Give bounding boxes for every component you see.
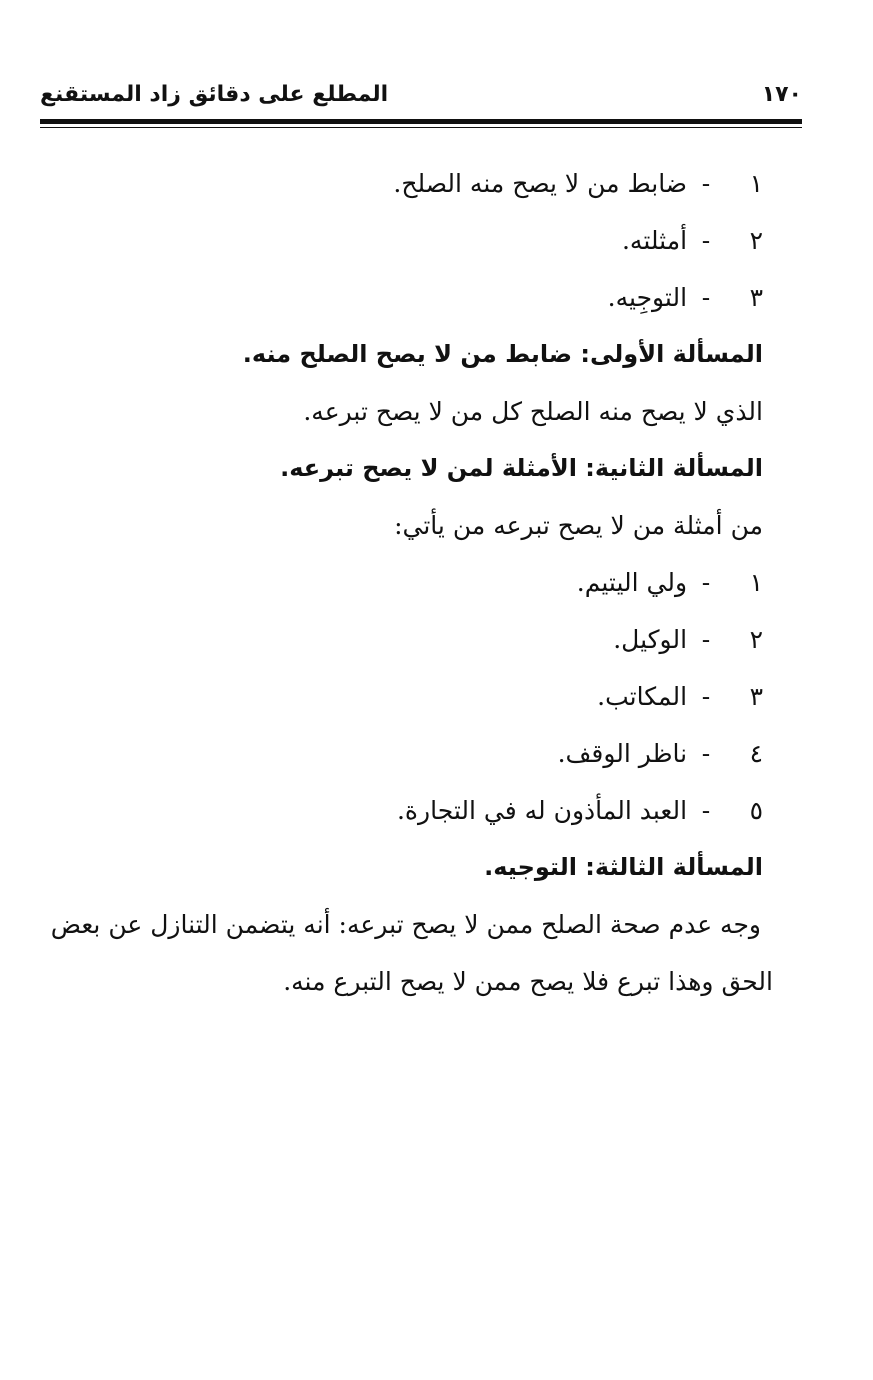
list-item <box>40 155 763 212</box>
list-item <box>40 668 763 725</box>
list-item-number: ٢ <box>749 226 763 255</box>
list-item-dash: - <box>701 169 711 198</box>
list-item <box>40 212 763 269</box>
list-item-text: الوكيل. <box>613 625 688 654</box>
list-item-text: التوجِيه. <box>607 283 688 312</box>
list-item-dash: - <box>701 625 711 654</box>
list-item <box>40 782 763 839</box>
section-text-1: الذي لا يصح منه الصلح كل من لا يصح تبرعه. <box>303 397 763 426</box>
list-item <box>40 611 763 668</box>
list-item-number: ٥ <box>749 796 763 825</box>
list-item-dash: - <box>701 283 711 312</box>
header-rule-thin <box>40 127 802 128</box>
page-body <box>40 155 773 1010</box>
list-item-number: ١ <box>749 568 763 597</box>
list-item-dash: - <box>701 568 711 597</box>
list-item-number: ٣ <box>749 283 763 312</box>
paragraph-line-1 <box>40 896 773 953</box>
page-number: ١٧٠ <box>761 82 802 107</box>
list-item-text: ولي اليتيم. <box>576 568 688 597</box>
header-rule-thick <box>40 119 802 124</box>
book-title: المطلع على دقائق زاد المستقنع <box>40 82 389 107</box>
list-item-number: ٢ <box>749 625 763 654</box>
list-item <box>40 269 763 326</box>
section-heading-2: المسألة الثانية: الأمثلة لمن لا يصح تبرعه. <box>280 454 763 482</box>
list-item-text: ضابط من لا يصح منه الصلح. <box>393 169 688 198</box>
list-item <box>40 725 763 782</box>
section-heading-1: المسألة الأولى: ضابط من لا يصح الصلح منه. <box>242 340 763 368</box>
list-item-text: المكاتب. <box>597 682 688 711</box>
section-heading-3: المسألة الثالثة: التوجيه. <box>484 853 763 881</box>
list-item <box>40 554 763 611</box>
paragraph-line-2: الحق وهذا تبرع فلا يصح ممن لا يصح التبرع منه. <box>283 967 773 996</box>
list-item-dash: - <box>701 226 711 255</box>
list-item-dash: - <box>701 739 711 768</box>
list-item-number: ٣ <box>749 682 763 711</box>
list-item-dash: - <box>701 796 711 825</box>
list-item-number: ١ <box>749 169 763 198</box>
list-item-text: أمثلته. <box>621 226 688 255</box>
section-intro-2: من أمثلة من لا يصح تبرعه من يأتي: <box>394 511 763 540</box>
list-item-dash: - <box>701 682 711 711</box>
running-header <box>40 82 802 122</box>
paragraph-line-1-text: وجه عدم صحة الصلح ممن لا يصح تبرعه: أنه يتضمن التنازل عن بعض <box>50 910 761 939</box>
list-item-number: ٤ <box>749 739 763 768</box>
list-item-text: ناظر الوقف. <box>557 739 688 768</box>
section-paragraph-3 <box>40 896 773 1010</box>
list-item-text: العبد المأذون له في التجارة. <box>396 796 688 825</box>
